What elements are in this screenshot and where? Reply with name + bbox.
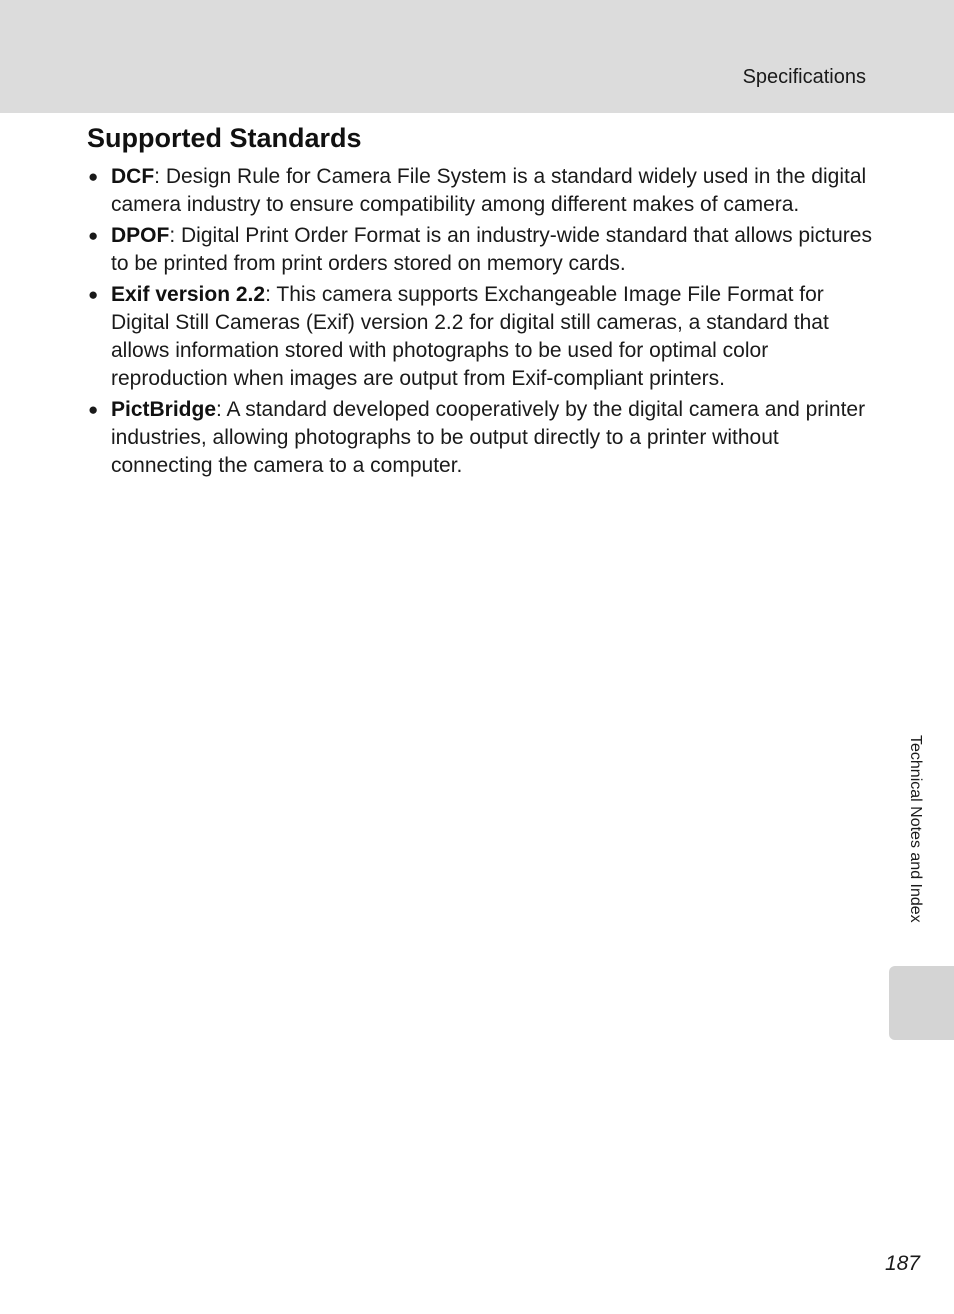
- bullet-icon: ●: [88, 285, 99, 304]
- page-title: Supported Standards: [87, 123, 362, 153]
- standard-term: DCF: [111, 165, 155, 188]
- list-item: [87, 222, 877, 278]
- standard-description: : A standard developed cooperatively by the digital camera and printer industries, allowing photographs to be output directly to a printer without connecting the camera to a computer.: [111, 398, 866, 477]
- standard-description: : Design Rule for Camera File System is a standard widely used in the digital camera industry to ensure compatibility among different makes of camera.: [111, 165, 867, 216]
- list-item: [87, 281, 877, 393]
- page-number: 187: [884, 1252, 920, 1275]
- list-item: [87, 163, 877, 219]
- standard-term: PictBridge: [111, 398, 217, 421]
- standard-term: Exif version 2.2: [111, 283, 266, 306]
- standards-list: [87, 163, 877, 483]
- bullet-icon: ●: [88, 226, 99, 245]
- side-tab-label: Technical Notes and Index: [907, 735, 924, 923]
- standard-description: : Digital Print Order Format is an industry-wide standard that allows pictures to be printed from print orders stored on memory cards.: [111, 224, 872, 275]
- section-label: Specifications: [742, 66, 866, 88]
- bullet-icon: ●: [88, 400, 99, 419]
- standard-term: DPOF: [111, 224, 170, 247]
- standard-description: : This camera supports Exchangeable Image File Format for Digital Still Cameras (Exif) version 2.2 for digital still cameras, a standard that allows information stored with photographs to be used for optimal color reproduction when images are output from Exif-compliant printers.: [111, 283, 829, 390]
- bullet-icon: ●: [88, 167, 99, 186]
- list-item: [87, 396, 877, 480]
- side-tab: [889, 966, 954, 1040]
- header-band: [0, 0, 954, 113]
